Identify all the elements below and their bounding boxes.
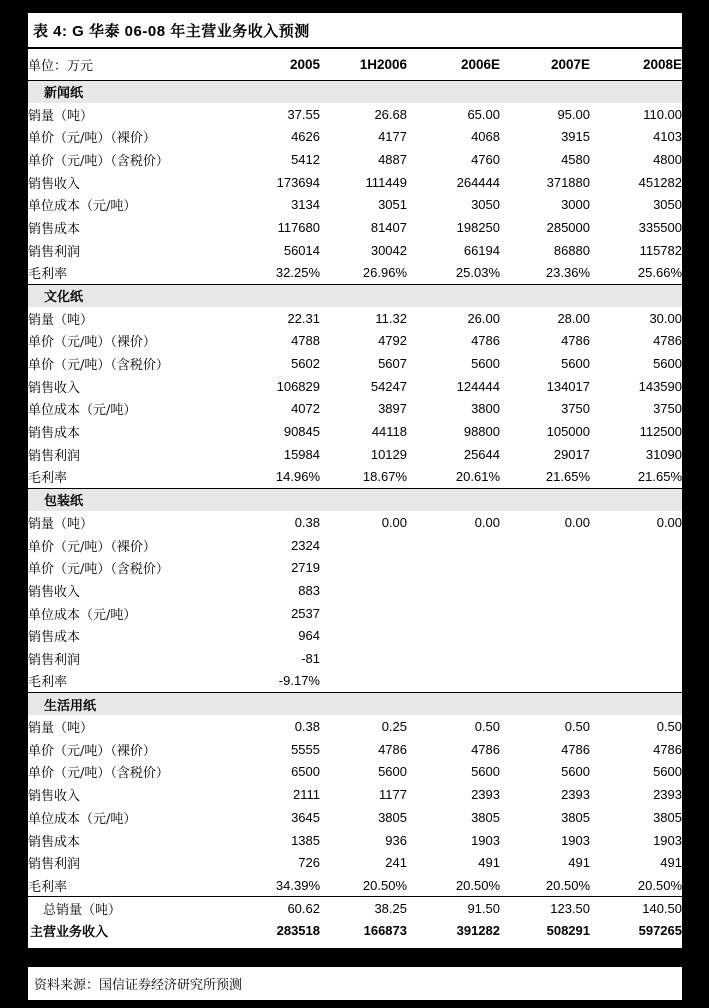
cell-value: 5600 <box>653 764 682 780</box>
table-row <box>28 579 682 602</box>
cell-value: 0.50 <box>656 719 682 735</box>
cell-value: 3000 <box>561 197 590 213</box>
cell-value: 2537 <box>291 605 320 621</box>
cell-value: 491 <box>478 855 500 871</box>
table-row <box>28 556 682 579</box>
cell-value: 3050 <box>653 197 682 213</box>
table-row <box>28 715 682 738</box>
cell-value: 3915 <box>561 129 590 145</box>
cell-value: 4580 <box>561 151 590 167</box>
cell-value: 3805 <box>653 809 682 825</box>
cell-value: 5600 <box>378 764 407 780</box>
cell-value: 56014 <box>283 242 320 258</box>
cell-value <box>320 556 407 579</box>
row-label: 销量（吨） <box>28 721 94 737</box>
row-label: 单价（元/吨）（裸价） <box>28 335 156 351</box>
cell-value: 1903 <box>561 832 590 848</box>
cell-value: 6500 <box>291 764 320 780</box>
cell-value: 2393 <box>653 787 682 803</box>
cell-value: 91.50 <box>407 897 500 920</box>
table-title: 表 4: G 华泰 06-08 年主营业务收入预测 <box>28 13 682 49</box>
cell-value: 23.36% <box>545 265 590 281</box>
column-header-1h2006: 1H2006 <box>320 49 407 80</box>
column-header-2007e: 2007E <box>500 49 590 80</box>
cell-value: 451282 <box>638 174 682 190</box>
cell-value: 936 <box>385 832 407 848</box>
cell-value: 3750 <box>561 401 590 417</box>
cell-value <box>320 534 407 557</box>
cell-value: 30.00 <box>649 310 682 326</box>
column-header-row <box>28 49 682 80</box>
cell-value: 5555 <box>291 741 320 757</box>
cell-value <box>407 625 500 648</box>
row-label: 单价（元/吨）（裸价） <box>28 539 156 555</box>
section-name: 新闻纸 <box>28 80 682 103</box>
table-row <box>28 511 682 534</box>
cell-value: 5412 <box>291 151 320 167</box>
cell-value: 37.55 <box>287 106 320 122</box>
row-label: 主营业务收入 <box>30 925 109 941</box>
cell-value <box>407 579 500 602</box>
cell-value: 1903 <box>471 832 500 848</box>
cell-value: 34.39% <box>275 877 320 893</box>
row-label: 毛利率 <box>28 675 68 691</box>
cell-value <box>500 625 590 648</box>
cell-value <box>320 579 407 602</box>
cell-value <box>500 647 590 670</box>
cell-value: 28.00 <box>557 310 590 326</box>
cell-value: 20.50% <box>455 877 500 893</box>
cell-value: 4786 <box>653 333 682 349</box>
cell-value: 66194 <box>463 242 500 258</box>
cell-value: 22.31 <box>287 310 320 326</box>
row-label: 销售收入 <box>28 176 81 192</box>
report-table-card <box>28 13 682 948</box>
cell-value: 4788 <box>291 333 320 349</box>
cell-value: 26.96% <box>362 265 407 281</box>
cell-value: 5602 <box>291 356 320 372</box>
cell-value <box>407 556 500 579</box>
table-row <box>28 148 682 171</box>
cell-value: 4800 <box>653 151 682 167</box>
cell-value: 3050 <box>471 197 500 213</box>
cell-value: 29017 <box>553 446 590 462</box>
section-name: 文化纸 <box>28 284 682 307</box>
total-volume-row <box>28 897 682 920</box>
column-header-2008e: 2008E <box>590 49 682 80</box>
cell-value: 964 <box>298 628 320 644</box>
table-row <box>28 420 682 443</box>
table-row <box>28 330 682 353</box>
cell-value: 173694 <box>276 174 320 190</box>
cell-value: 14.96% <box>275 469 320 485</box>
unit-label: 单位：万元 <box>28 49 230 80</box>
row-label: 单位成本（元/吨） <box>28 403 137 419</box>
cell-value: 4068 <box>471 129 500 145</box>
table-row <box>28 352 682 375</box>
cell-value: 25.03% <box>455 265 500 281</box>
cell-value: 90845 <box>283 424 320 440</box>
cell-value: 0.38 <box>294 514 320 530</box>
cell-value: 4786 <box>378 741 407 757</box>
section-name: 生活用纸 <box>28 693 682 716</box>
row-label: 毛利率 <box>28 471 68 487</box>
cell-value: 166873 <box>363 923 407 939</box>
cell-value <box>407 534 500 557</box>
table-row <box>28 602 682 625</box>
row-label: 销售成本 <box>28 630 81 646</box>
cell-value: 21.65% <box>545 469 590 485</box>
cell-value: 26.68 <box>374 106 407 122</box>
cell-value: 110.00 <box>643 106 682 122</box>
table-row <box>28 670 682 693</box>
row-label: 单价（元/吨）（含税价） <box>28 153 169 169</box>
cell-value: 65.00 <box>467 106 500 122</box>
row-label: 销量（吨） <box>28 312 94 328</box>
cell-value: 32.25% <box>275 265 320 281</box>
table-row <box>28 193 682 216</box>
cell-value: 105000 <box>546 424 590 440</box>
cell-value <box>407 647 500 670</box>
cell-value: 597265 <box>638 923 682 939</box>
cell-value: -9.17% <box>278 673 320 689</box>
cell-value: 4786 <box>561 741 590 757</box>
row-label: 单价（元/吨）（裸价） <box>28 743 156 759</box>
cell-value <box>320 670 407 693</box>
table-row <box>28 103 682 126</box>
row-label: 单位成本（元/吨） <box>28 811 137 827</box>
cell-value: 10129 <box>370 446 407 462</box>
cell-value: 106829 <box>276 378 320 394</box>
cell-value: 335500 <box>638 219 682 235</box>
section-header-row <box>28 693 682 716</box>
row-label: 销售成本 <box>28 426 81 442</box>
cell-value: 143590 <box>638 378 682 394</box>
cell-value: 4103 <box>653 129 682 145</box>
table-row <box>28 874 682 897</box>
table-row <box>28 171 682 194</box>
row-label: 销售收入 <box>28 584 81 600</box>
row-label: 销售成本 <box>28 834 81 850</box>
cell-value: 3897 <box>378 401 407 417</box>
cell-value: 115782 <box>639 242 682 258</box>
column-header-2005: 2005 <box>230 49 320 80</box>
row-label: 毛利率 <box>28 267 68 283</box>
row-label: 毛利率 <box>28 879 68 895</box>
cell-value: 20.61% <box>455 469 500 485</box>
cell-value: 20.50% <box>545 877 590 893</box>
cell-value <box>500 556 590 579</box>
cell-value: 3805 <box>561 809 590 825</box>
cell-value: 283518 <box>276 923 320 939</box>
cell-value: 1903 <box>653 832 682 848</box>
cell-value: 21.65% <box>637 469 682 485</box>
cell-value: 4887 <box>378 151 407 167</box>
cell-value: 112500 <box>639 424 682 440</box>
row-label: 销售收入 <box>28 789 81 805</box>
cell-value: 25.66% <box>637 265 682 281</box>
cell-value: 111449 <box>365 174 407 190</box>
cell-value: 241 <box>385 855 407 871</box>
row-label: 销售利润 <box>28 857 81 873</box>
cell-value: 3134 <box>291 197 320 213</box>
section-header-row <box>28 488 682 511</box>
cell-value <box>407 670 500 693</box>
table-row <box>28 466 682 489</box>
table-row <box>28 783 682 806</box>
cell-value: 2719 <box>291 560 320 576</box>
table-row <box>28 738 682 761</box>
cell-value: 4786 <box>561 333 590 349</box>
cell-value: 4786 <box>471 741 500 757</box>
cell-value: 123.50 <box>500 897 590 920</box>
table-row <box>28 625 682 648</box>
cell-value <box>590 625 682 648</box>
row-label: 单位成本（元/吨） <box>28 199 137 215</box>
cell-value: 5600 <box>653 356 682 372</box>
cell-value: 15984 <box>283 446 320 462</box>
row-label: 单价（元/吨）（含税价） <box>28 562 169 578</box>
cell-value <box>407 602 500 625</box>
cell-value: 3800 <box>471 401 500 417</box>
section-header-row <box>28 284 682 307</box>
table-row <box>28 443 682 466</box>
cell-value <box>590 579 682 602</box>
row-label: 销量（吨） <box>28 108 94 124</box>
cell-value: 5600 <box>471 356 500 372</box>
cell-value: 371880 <box>546 174 590 190</box>
source-note-strip <box>28 967 682 1000</box>
column-header-2006e: 2006E <box>407 49 500 80</box>
cell-value <box>500 602 590 625</box>
cell-value: 54247 <box>370 378 407 394</box>
cell-value: 4760 <box>471 151 500 167</box>
cell-value: 0.00 <box>564 514 590 530</box>
cell-value: -81 <box>301 651 320 667</box>
table-row <box>28 534 682 557</box>
cell-value: 285000 <box>546 219 590 235</box>
forecast-table <box>28 49 682 942</box>
cell-value: 4786 <box>471 333 500 349</box>
cell-value: 0.50 <box>564 719 590 735</box>
cell-value: 98800 <box>463 424 500 440</box>
section-header-row <box>28 80 682 103</box>
cell-value <box>320 625 407 648</box>
main-revenue-row <box>28 919 682 942</box>
cell-value: 20.50% <box>362 877 407 893</box>
cell-value: 2111 <box>293 787 320 803</box>
table-row <box>28 806 682 829</box>
cell-value: 3805 <box>378 809 407 825</box>
table-row <box>28 125 682 148</box>
cell-value: 508291 <box>546 923 590 939</box>
cell-value: 2393 <box>471 787 500 803</box>
cell-value: 5600 <box>561 356 590 372</box>
cell-value: 883 <box>298 582 320 598</box>
cell-value: 11.32 <box>375 310 407 326</box>
cell-value: 4626 <box>291 129 320 145</box>
table-row <box>28 398 682 421</box>
table-row <box>28 307 682 330</box>
cell-value: 0.00 <box>656 514 682 530</box>
row-label: 单价（元/吨）（含税价） <box>28 358 169 374</box>
row-label: 销售利润 <box>28 448 81 464</box>
cell-value: 18.67% <box>362 469 407 485</box>
cell-value: 60.62 <box>230 897 320 920</box>
cell-value: 5600 <box>471 764 500 780</box>
cell-value: 5607 <box>378 356 407 372</box>
cell-value: 20.50% <box>637 877 682 893</box>
cell-value <box>500 579 590 602</box>
cell-value: 86880 <box>553 242 590 258</box>
cell-value: 140.50 <box>590 897 682 920</box>
cell-value: 44118 <box>371 424 407 440</box>
cell-value: 0.00 <box>381 514 407 530</box>
cell-value <box>590 534 682 557</box>
cell-value: 198250 <box>456 219 500 235</box>
cell-value: 5600 <box>561 764 590 780</box>
row-label: 销量（吨） <box>28 516 94 532</box>
section-name: 包装纸 <box>28 488 682 511</box>
cell-value <box>590 647 682 670</box>
cell-value: 0.50 <box>474 719 500 735</box>
cell-value: 264444 <box>456 174 500 190</box>
row-label: 销售收入 <box>28 380 81 396</box>
table-row <box>28 262 682 285</box>
cell-value: 2393 <box>561 787 590 803</box>
cell-value: 25644 <box>463 446 500 462</box>
cell-value: 726 <box>298 855 320 871</box>
cell-value: 95.00 <box>557 106 590 122</box>
row-label: 单价（元/吨）（含税价） <box>28 766 169 782</box>
cell-value <box>500 670 590 693</box>
row-label: 销售利润 <box>28 244 81 260</box>
table-row <box>28 216 682 239</box>
cell-value <box>500 534 590 557</box>
row-label: 单价（元/吨）（裸价） <box>28 131 156 147</box>
cell-value: 4792 <box>378 333 407 349</box>
cell-value: 81407 <box>370 219 407 235</box>
table-row <box>28 761 682 784</box>
cell-value: 4786 <box>653 741 682 757</box>
table-row <box>28 647 682 670</box>
cell-value: 1177 <box>379 787 407 803</box>
cell-value: 38.25 <box>320 897 407 920</box>
cell-value: 3750 <box>653 401 682 417</box>
row-label: 总销量（吨） <box>28 897 230 920</box>
cell-value: 2324 <box>291 537 320 553</box>
cell-value <box>590 556 682 579</box>
cell-value: 1385 <box>291 832 320 848</box>
cell-value: 31090 <box>645 446 682 462</box>
row-label: 销售利润 <box>28 653 81 669</box>
table-row <box>28 851 682 874</box>
cell-value: 0.25 <box>381 719 407 735</box>
cell-value: 30042 <box>370 242 407 258</box>
cell-value: 3051 <box>378 197 407 213</box>
table-row <box>28 375 682 398</box>
cell-value: 0.38 <box>294 719 320 735</box>
cell-value: 491 <box>568 855 590 871</box>
row-label: 销售成本 <box>28 221 81 237</box>
cell-value: 4072 <box>291 401 320 417</box>
cell-value: 26.00 <box>467 310 500 326</box>
cell-value <box>320 647 407 670</box>
source-note: 资料来源：国信证券经济研究所预测 <box>34 978 243 993</box>
table-row <box>28 239 682 262</box>
cell-value: 3805 <box>471 809 500 825</box>
row-label: 单位成本（元/吨） <box>28 607 137 623</box>
cell-value <box>590 670 682 693</box>
cell-value: 124444 <box>456 378 500 394</box>
cell-value: 491 <box>660 855 682 871</box>
cell-value: 117680 <box>277 219 320 235</box>
cell-value: 391282 <box>456 923 500 939</box>
table-row <box>28 829 682 852</box>
cell-value: 134017 <box>546 378 590 394</box>
cell-value: 3645 <box>291 809 320 825</box>
cell-value <box>590 602 682 625</box>
cell-value: 4177 <box>378 129 407 145</box>
cell-value: 0.00 <box>474 514 500 530</box>
cell-value <box>320 602 407 625</box>
